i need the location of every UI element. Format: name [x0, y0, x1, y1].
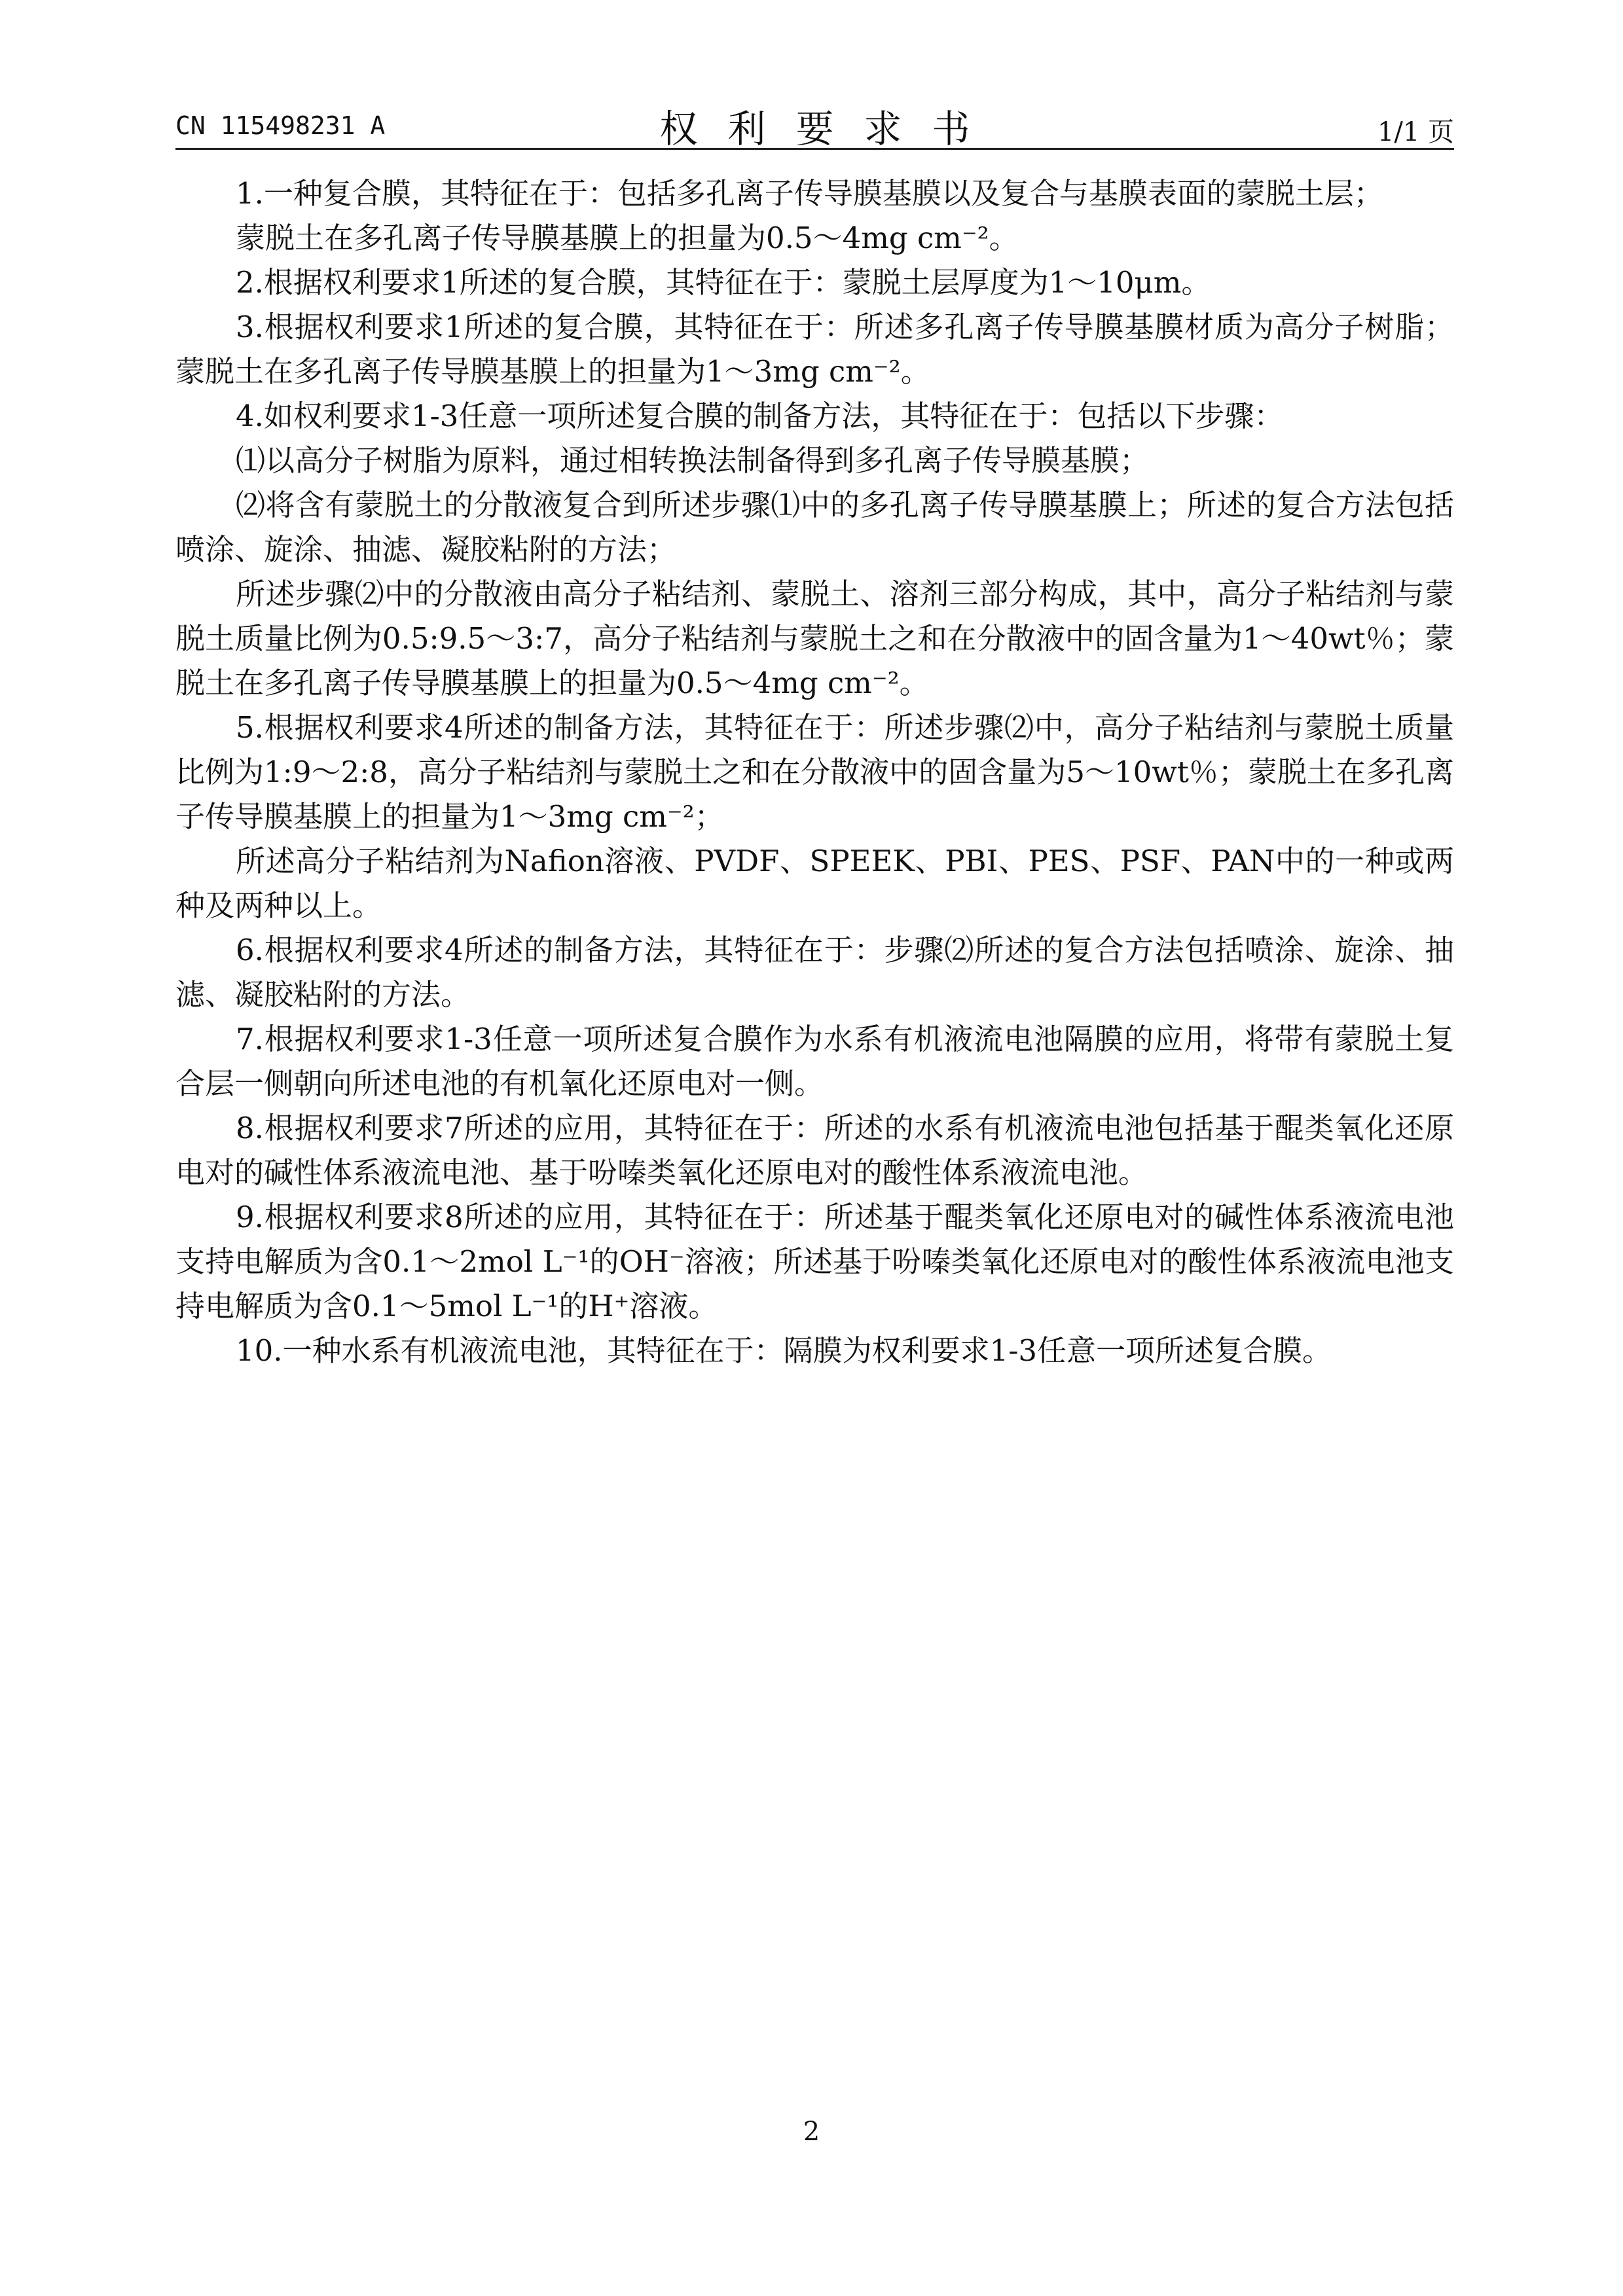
header-rule — [175, 148, 1454, 150]
claims-body — [175, 171, 1454, 1373]
claim-1: 1.一种复合膜，其特征在于：包括多孔离子传导膜基膜以及复合与基膜表面的蒙脱土层； — [236, 176, 1383, 211]
claim-1-loading: 蒙脱土在多孔离子传导膜基膜上的担量为0.5～4mg cm⁻²。 — [236, 221, 1019, 255]
claim-9: 9.根据权利要求8所述的应用，其特征在于：所述基于醌类氧化还原电对的碱性体系液流电池支持电解质为含0.1～2mol L⁻¹的OH⁻溶液；所述基于吩嗪类氧化还原电对的酸性体系液流电池支持电解质为含0.1～5mol L⁻¹的H⁺溶液。 — [175, 1200, 1454, 1323]
claim-8: 8.根据权利要求7所述的应用，其特征在于：所述的水系有机液流电池包括基于醌类氧化还原电对的碱性体系液流电池、基于吩嗪类氧化还原电对的酸性体系液流电池。 — [175, 1111, 1454, 1190]
claim-4-step-1: ⑴以高分子树脂为原料，通过相转换法制备得到多孔离子传导膜基膜； — [236, 443, 1150, 478]
claim-10: 10.一种水系有机液流电池，其特征在于：隔膜为权利要求1-3任意一项所述复合膜。 — [236, 1333, 1332, 1368]
page-indicator: 1/1 页 — [1377, 117, 1454, 147]
claim-4-dispersion: 所述步骤⑵中的分散液由高分子粘结剂、蒙脱土、溶剂三部分构成，其中，高分子粘结剂与蒙脱土质量比例为0.5:9.5～3:7，高分子粘结剂与蒙脱土之和在分散液中的固含量为1～40wt％；蒙脱土在多孔离子传导膜基膜上的担量为0.5～4mg cm⁻²。 — [175, 577, 1454, 700]
claim-4: 4.如权利要求1-3任意一项所述复合膜的制备方法，其特征在于：包括以下步骤： — [236, 399, 1284, 433]
claim-5-binder: 所述高分子粘结剂为Nafion溶液、PVDF、SPEEK、PBI、PES、PSF、PAN中的一种或两种及两种以上。 — [175, 844, 1454, 923]
claim-7: 7.根据权利要求1-3任意一项所述复合膜作为水系有机液流电池隔膜的应用，将带有蒙脱土复合层一侧朝向所述电池的有机氧化还原电对一侧。 — [175, 1022, 1454, 1101]
publication-number: CN 115498231 A — [175, 111, 386, 140]
claim-6: 6.根据权利要求4所述的制备方法，其特征在于：步骤⑵所述的复合方法包括喷涂、旋涂、抽滤、凝胶粘附的方法。 — [175, 933, 1454, 1012]
page-number: 2 — [803, 2117, 820, 2147]
document-title: 权利要求书 — [659, 107, 1000, 151]
claim-5: 5.根据权利要求4所述的制备方法，其特征在于：所述步骤⑵中，高分子粘结剂与蒙脱土质量比例为1:9～2:8，高分子粘结剂与蒙脱土之和在分散液中的固含量为5～10wt％；蒙脱土在多孔离子传导膜基膜上的担量为1～3mg cm⁻²； — [175, 710, 1454, 834]
claim-3: 3.根据权利要求1所述的复合膜，其特征在于：所述多孔离子传导膜基膜材质为高分子树脂；蒙脱土在多孔离子传导膜基膜上的担量为1～3mg cm⁻²。 — [175, 310, 1454, 389]
page-header — [175, 98, 1454, 151]
claim-4-step-2: ⑵将含有蒙脱土的分散液复合到所述步骤⑴中的多孔离子传导膜基膜上；所述的复合方法包括喷涂、旋涂、抽滤、凝胶粘附的方法； — [175, 488, 1454, 567]
claim-2: 2.根据权利要求1所述的复合膜，其特征在于：蒙脱土层厚度为1～10μm。 — [236, 265, 1211, 300]
